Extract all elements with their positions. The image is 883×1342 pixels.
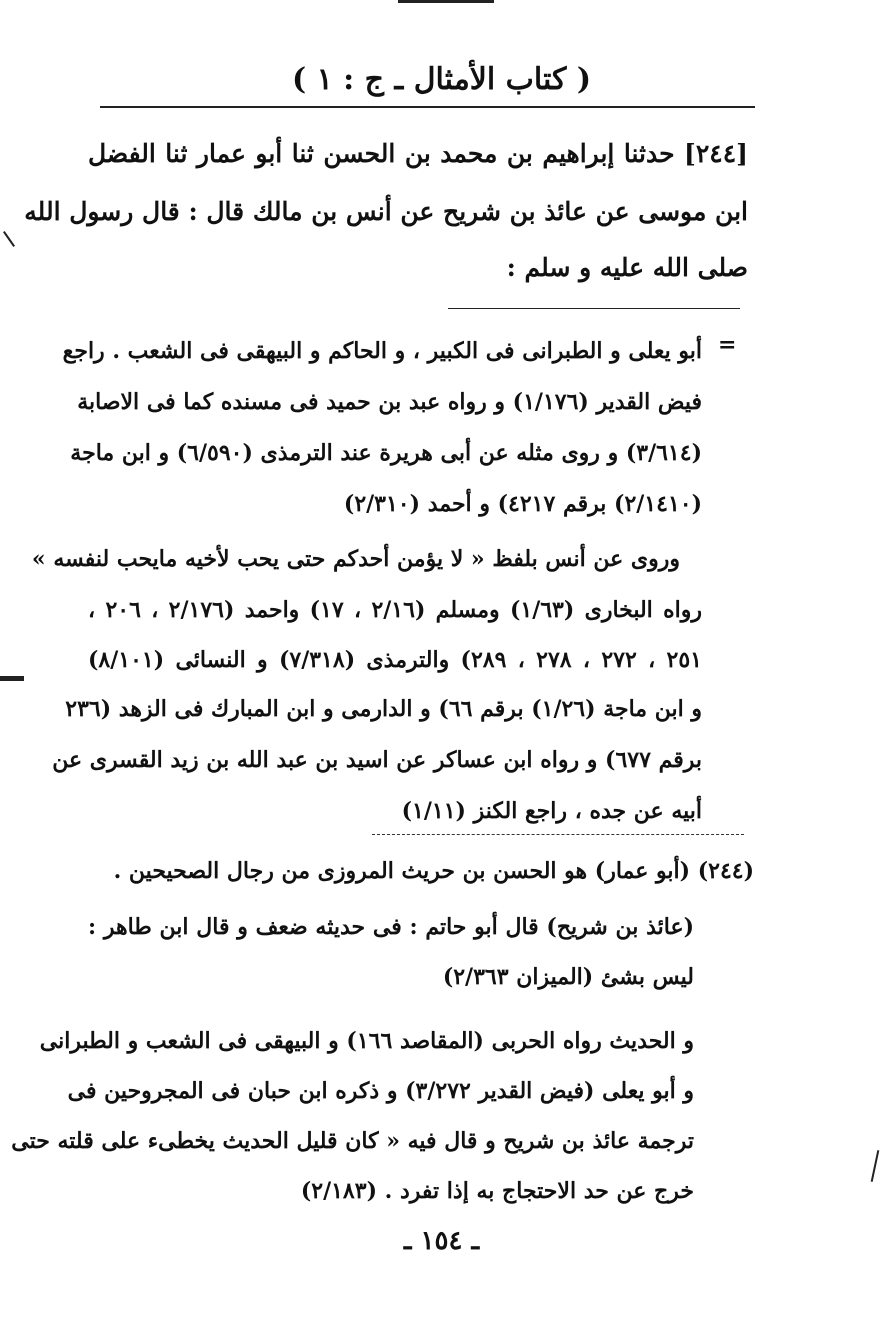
running-header: ( كتاب الأمثال ـ ج : ١ ) <box>291 62 592 97</box>
hadith-line-1: [٢٤٤] حدثنا إبراهيم بن محمد بن الحسن ثنا أبو عمار ثنا الفضل <box>88 139 748 168</box>
section-separator <box>372 834 744 835</box>
takhrij-line-5: وروى عن أنس بلفظ « لا يؤمن أحدكم حتى يحب لأخيه مايحب لنفسه » <box>31 546 680 572</box>
note-line-6: ترجمة عائذ بن شريح و قال فيه « كان قليل الحديث يخطىء على قلته حتى <box>11 1128 694 1154</box>
scan-edge-mark-right <box>871 1150 880 1182</box>
footnote-separator <box>448 308 740 309</box>
takhrij-line-2: فيض القدير (١/١٧٦) و رواه عبد بن حميد فى مسنده كما فى الاصابة <box>77 389 702 415</box>
takhrij-line-3: (٣/٦١٤) و روى مثله عن أبى هريرة عند الترمذى (٦/٥٩٠) و ابن ماجة <box>70 440 702 466</box>
takhrij-line-10: أبيه عن جده ، راجع الكنز (١/١١) <box>401 798 702 824</box>
takhrij-line-8: و ابن ماجة (١/٢٦) برقم ٦٦) و الدارمى و ابن المبارك فى الزهد (٢٣٦ <box>65 696 702 722</box>
footnote-marker: = <box>718 332 737 358</box>
note-line-1: (٢٤٤) (أبو عمار) هو الحسن بن حريث المروزى من رجال الصحيحين . <box>113 858 754 884</box>
scan-edge-tick-left <box>3 231 15 247</box>
note-line-3: ليس بشئ (الميزان ٢/٣٦٣) <box>442 964 694 990</box>
takhrij-line-1: أبو يعلى و الطبرانى فى الكبير ، و الحاكم و البيهقى فى الشعب . راجع <box>62 338 702 364</box>
note-line-5: و أبو يعلى (فيض القدير ٣/٢٧٢) و ذكره ابن حبان فى المجروحين فى <box>67 1078 694 1104</box>
note-line-4: و الحديث رواه الحربى (المقاصد ١٦٦) و البيهقى فى الشعب و الطبرانى <box>39 1028 694 1054</box>
scan-edge-mark-left <box>0 676 24 681</box>
page-number: ـ ١٥٤ ـ <box>403 1226 480 1256</box>
note-line-2: (عائذ بن شريح) قال أبو حاتم : فى حديثه ضعف و قال ابن طاهر : <box>88 914 694 940</box>
hadith-line-3: صلى الله عليه و سلم : <box>506 253 748 282</box>
takhrij-line-9: برقم ٦٧٧) و رواه ابن عساكر عن اسيد بن عبد الله بن زيد القسرى عن <box>52 747 702 773</box>
takhrij-line-4: (٢/١٤١٠) برقم ٤٢١٧) و أحمد (٢/٣١٠) <box>343 491 702 517</box>
takhrij-line-7: ٢٥١ ، ٢٧٢ ، ٢٧٨ ، ٢٨٩) والترمذى (٧/٣١٨) و النسائى (٨/١٠١) <box>88 647 702 673</box>
note-line-7: خرج عن حد الاحتجاج به إذا تفرد . (٢/١٨٣) <box>300 1178 694 1204</box>
hadith-line-2: ابن موسى عن عائذ بن شريح عن أنس بن مالك قال : قال رسول الله <box>24 197 748 226</box>
takhrij-line-6: رواه البخارى (١/٦٣) ومسلم (٢/١٦ ، ١٧) واحمد (٢/١٧٦ ، ٢٠٦ ، <box>88 597 703 623</box>
top-edge-mark <box>398 0 494 3</box>
header-rule <box>100 106 755 108</box>
